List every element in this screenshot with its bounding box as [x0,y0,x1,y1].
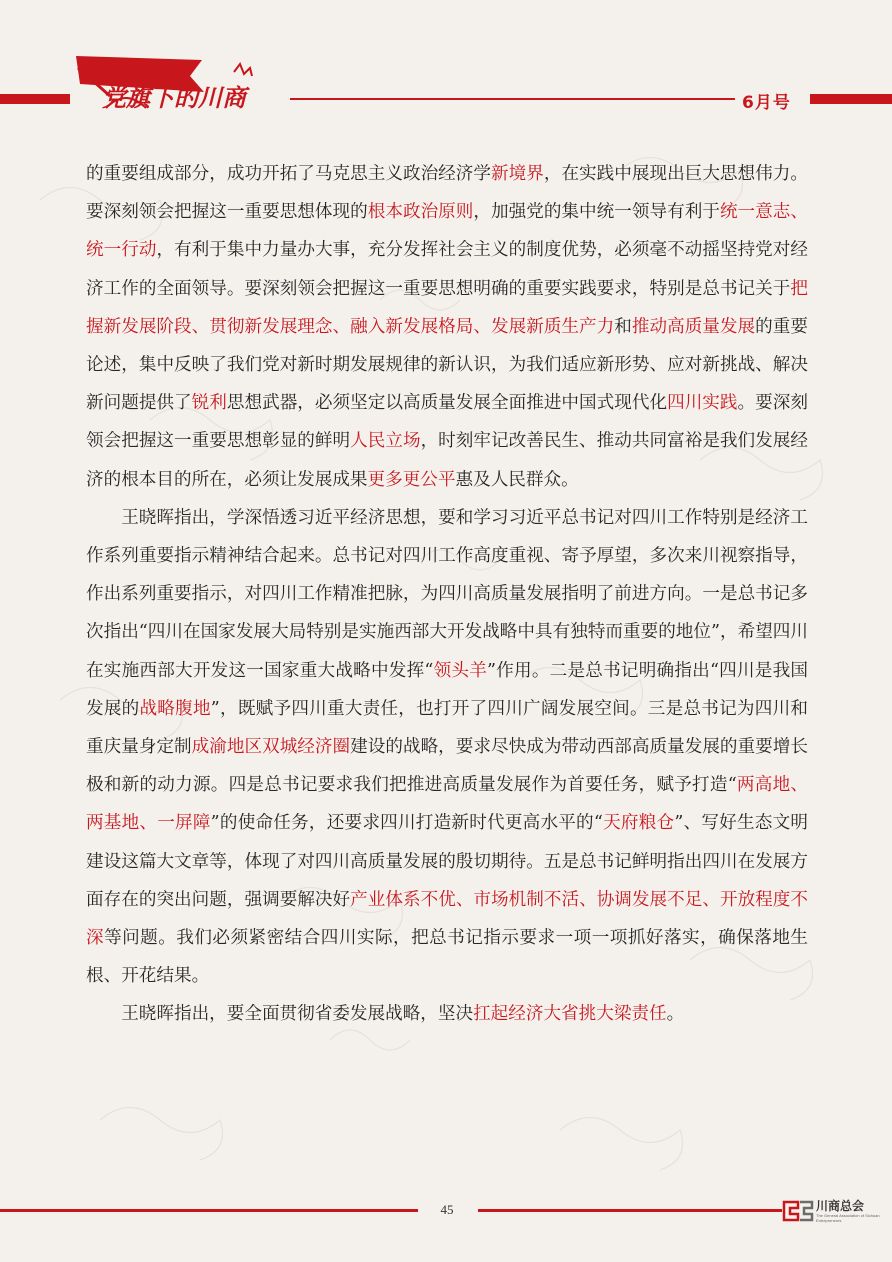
body-text: ”，既赋予四川重大责任，也打开了四川广阔发展空间。三是总书记为四川和重庆量身定制 [86,698,808,758]
footer-brand-en: The General Association of Sichuan Entrepreneurs [816,1213,880,1223]
header-rule [290,98,735,100]
highlighted-text: 锐利 [191,393,227,414]
highlighted-text: 新境界 [491,164,544,184]
issue-label: 6月号 [742,93,791,113]
body-text: 的重要组成部分，成功开拓了马克思主义政治经济学 [86,164,492,184]
highlighted-text: 统一意志、统一行动 [86,202,808,261]
body-text: 的重要论述，集中反映了我们党对新时期发展规律的新认识，为我们适应新形势、应对新挑战、解决新问题提供了 [86,316,808,414]
body-text: ，加强党的集中统一领导有利于 [473,202,720,223]
footer-left-rule [0,1209,418,1212]
page-number: 45 [440,1202,454,1217]
logo-text: 党旗下的川商 [102,84,246,112]
body-text: 王晓晖指出，要全面贯彻省委发展战略，坚决 [121,1004,474,1025]
body-text: 。 [666,1004,685,1025]
body-text: ，时刻牢记改善民生、推动共同富裕是我们发展经济的根本目的所在，必须让发展成果 [86,431,808,490]
article-body [86,155,808,1034]
body-text: ”的使命任务，还要求四川打造新时代更高水平的“ [210,813,603,834]
party-flag-logo [62,40,292,125]
highlighted-text: 推动高质量发展 [631,316,756,337]
highlighted-text: 四川实践 [667,393,738,414]
body-text: 思想武器，必须坚定以高质量发展全面推进中国式现代化 [226,393,668,414]
highlighted-text: 战略腹地 [139,698,211,719]
body-text: 王晓晖指出，学深悟透习近平经济思想，要和学习习近平总书记对四川工作特别是经济工作系列重要指示精神结合起来。总书记对四川工作高度重视、寄予厚望，多次来川视察指导，作出系列重要指示，对四川工作精准把脉，为四川高质量发展指明了前进方向。一是总书记多次指出“四川在国家发展大局特别是实施西部大开发战略中具有独特而重要的地位”，希望四川在实施西部大开发这一国家重大战略中发挥“ [86,507,808,681]
body-text: 等问题。我们必须紧密结合四川实际，把总书记指示要求一项一项抓好落实，确保落地生根、开花结果。 [86,928,808,987]
paragraph [86,499,808,996]
highlighted-text: 领头羊 [433,660,488,681]
body-text: ”作用。二是总书记明确指出“四川是我国发展的 [86,660,808,719]
highlighted-text: 两高地、两基地、一屏障 [86,775,808,834]
highlighted-text: 产业体系不优、市场机制不活、协调发展不足、开放程度不深 [86,889,808,949]
body-text: ，有利于集中力量办大事，充分发挥社会主义的制度优势，必须毫不动摇坚持党对经济工作的全面领导。要深刻领会把握这一重要思想明确的重要实践要求，特别是总书记关于 [86,240,808,299]
highlighted-text: 把握新发展阶段、贯彻新发展理念、融入新发展格局、发展新质生产力 [86,278,808,337]
footer-right-rule [478,1209,782,1212]
body-text: ”、写好生态文明建设这篇大文章等，体现了对四川高质量发展的殷切期待。五是总书记鲜明指出四川在发展方面存在的突出问题，强调要解决好 [86,813,808,910]
highlighted-text: 扛起经济大省挑大梁责任 [473,1004,667,1025]
header-right-bar [810,94,892,104]
paragraph [86,995,808,1033]
body-text: 建设的战略，要求尽快成为带动西部高质量发展的重要增长极和新的动力源。四是总书记要求我们把推进高质量发展作为首要任务，赋予打造“ [86,737,808,796]
body-text: ，在实践中展现出巨大思想伟力。要深刻领会把握这一重要思想体现的 [86,164,808,223]
header-left-bar [0,94,70,104]
highlighted-text: 成渝地区双城经济圈 [191,737,351,758]
paragraph [86,155,808,499]
highlighted-text: 根本政治原则 [367,202,474,223]
highlighted-text: 人民立场 [350,431,421,452]
footer-brand-cn: 川商总会 [816,1199,865,1213]
body-text: 和 [614,316,632,337]
highlighted-text: 天府粮仓 [602,813,675,834]
body-text: 惠及人民群众。 [455,469,579,490]
body-text: 。要深刻领会把握这一重要思想彰显的鲜明 [86,393,808,452]
highlighted-text: 更多更公平 [367,469,456,490]
